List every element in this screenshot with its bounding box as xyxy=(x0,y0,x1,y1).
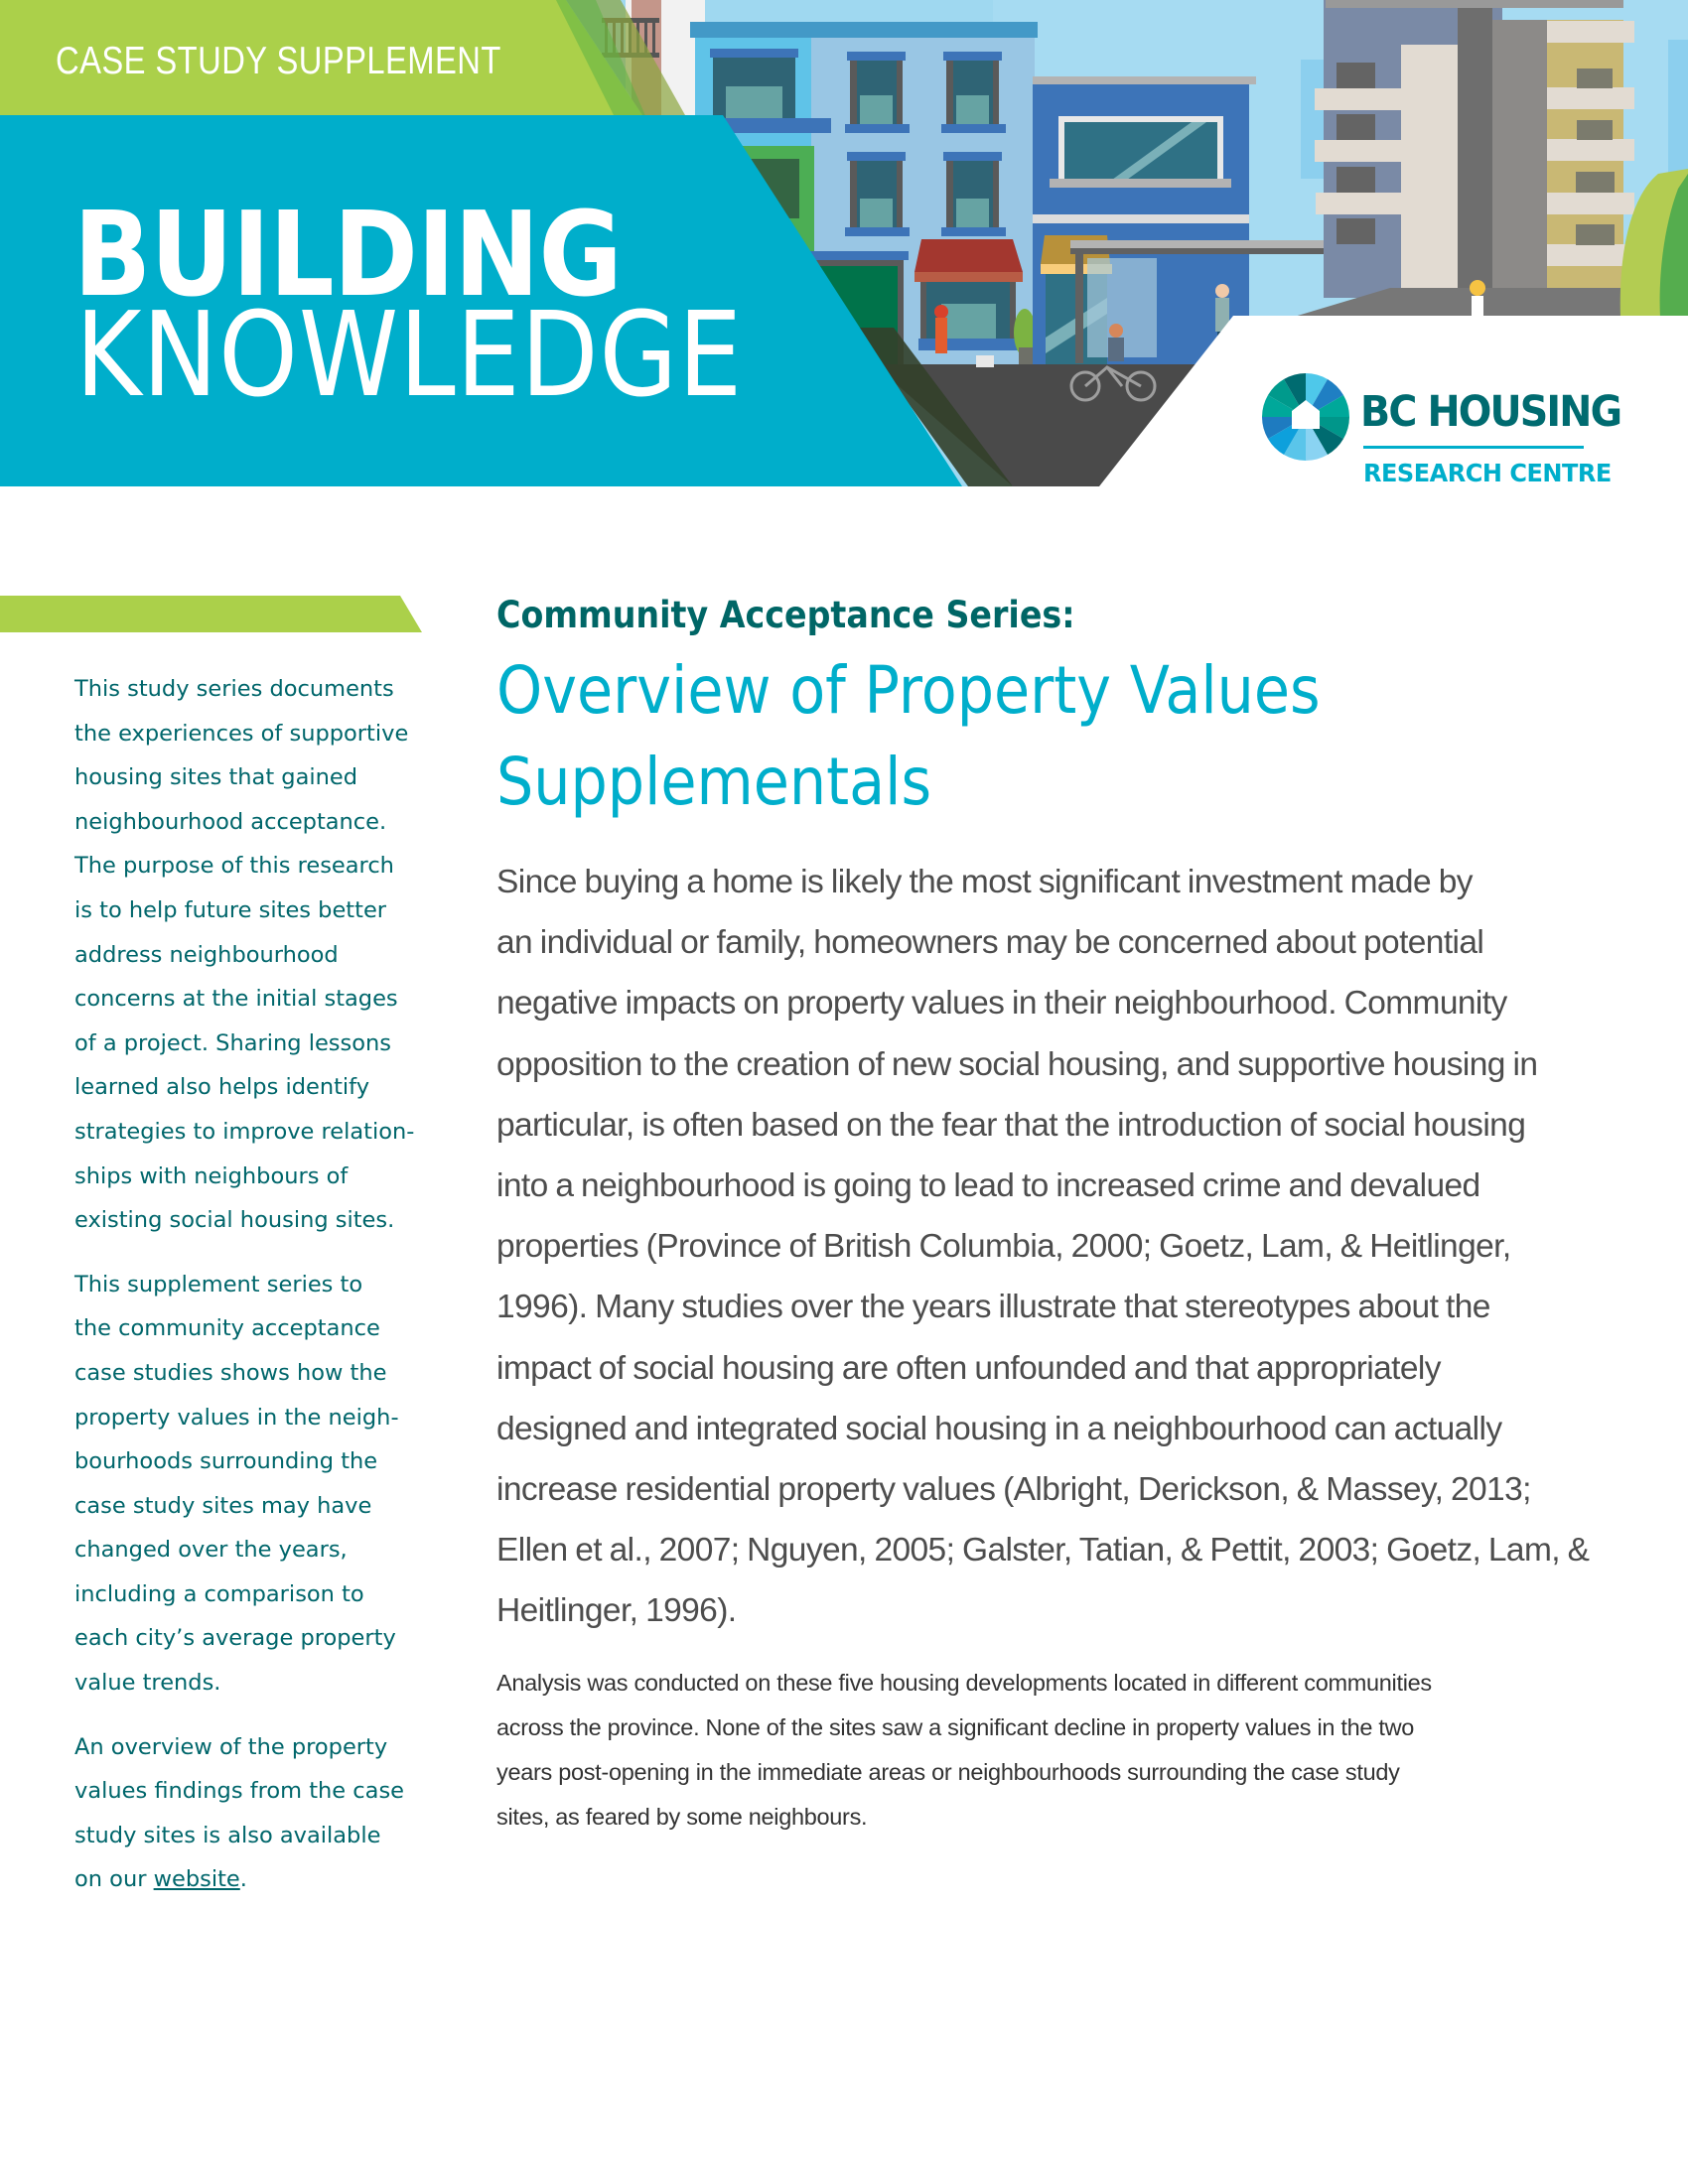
text-line: each city’s average property xyxy=(74,1625,396,1652)
text-line: An overview of the property xyxy=(74,1733,388,1760)
text-line: value trends. xyxy=(74,1670,221,1697)
text-line: sites, as feared by some neighbours. xyxy=(496,1804,868,1830)
text-line: across the province. None of the sites saw a significant decline in property values in the two xyxy=(496,1714,1415,1740)
text-line: neighbourhood acceptance. xyxy=(74,808,387,835)
text-line: This supplement series to xyxy=(74,1271,363,1297)
text-line: including a comparison to xyxy=(74,1580,364,1607)
bc-housing-logo[interactable] xyxy=(1261,367,1638,486)
text-line-suffix: . xyxy=(239,1866,247,1893)
sidebar-paragraph-2 xyxy=(74,1263,417,1706)
lead-paragraph xyxy=(496,852,1599,1642)
text-line: This study series documents xyxy=(74,676,394,702)
text-line: address neighbourhood xyxy=(74,941,339,968)
title-line-bold: BUILDING xyxy=(73,186,622,323)
text-line: Since buying a home is likely the most significant investment made by xyxy=(496,864,1473,900)
text-line: the community acceptance xyxy=(74,1315,380,1342)
sidebar-paragraph-3 xyxy=(74,1725,417,1902)
text-line: Analysis was conducted on these five housing developments located in different communities xyxy=(496,1670,1432,1696)
sidebar-intro xyxy=(74,667,417,1922)
text-line: The purpose of this research xyxy=(74,853,394,880)
text-line: particular, is often based on the fear that the introduction of social housing xyxy=(496,1106,1526,1144)
text-line: an individual or family, homeowners may be concerned about potential xyxy=(496,924,1484,962)
analysis-paragraph xyxy=(496,1661,1599,1840)
eyebrow-label: CASE STUDY SUPPLEMENT xyxy=(56,40,501,82)
house-in-circle-icon xyxy=(1261,372,1350,462)
text-line: changed over the years, xyxy=(74,1537,348,1564)
page-title-line-2: Supplementals xyxy=(496,744,932,820)
text-line: case study sites may have xyxy=(74,1492,372,1519)
website-link[interactable]: website xyxy=(153,1866,240,1893)
text-line: existing social housing sites. xyxy=(74,1207,395,1234)
text-line: concerns at the initial stages xyxy=(74,986,398,1013)
logo-divider xyxy=(1363,446,1584,449)
sidebar-accent-bar xyxy=(0,596,427,633)
series-label: Community Acceptance Series: xyxy=(496,594,1075,636)
text-line: ships with neighbours of xyxy=(74,1162,349,1189)
text-line: Heitlinger, 1996). xyxy=(496,1592,737,1630)
text-line: designed and integrated social housing in a neighbourhood can actually xyxy=(496,1410,1502,1447)
text-line: years post-opening in the immediate areas or neighbourhoods surrounding the case study xyxy=(496,1759,1400,1785)
logo-name: BC HOUSING xyxy=(1360,387,1621,437)
text-line: increase residential property values (Albright, Derickson, & Massey, 2013; xyxy=(496,1471,1531,1509)
text-line: opposition to the creation of new social housing, and supportive housing in xyxy=(496,1045,1538,1083)
page-title xyxy=(496,645,1513,828)
text-line: case studies shows how the xyxy=(74,1359,387,1386)
text-line-prefix: on our xyxy=(74,1866,154,1893)
text-line: the experiences of supportive xyxy=(74,720,409,747)
text-line: values findings from the case xyxy=(74,1778,405,1805)
sidebar-paragraph-1 xyxy=(74,667,417,1243)
text-line: is to help future sites better xyxy=(74,896,387,923)
text-line: impact of social housing are often unfounded and that appropriately xyxy=(496,1349,1441,1387)
text-line: Ellen et al., 2007; Nguyen, 2005; Galster, Tatian, & Pettit, 2003; Goetz, Lam, & xyxy=(496,1532,1590,1570)
page-title-line-1: Overview of Property Values xyxy=(496,652,1321,729)
title-line-light: KNOWLEDGE xyxy=(75,286,743,423)
text-line: properties (Province of British Columbia, 2000; Goetz, Lam, & Heitlinger, xyxy=(496,1228,1511,1266)
logo-subtitle: RESEARCH CENTRE xyxy=(1363,459,1612,486)
text-line: negative impacts on property values in their neighbourhood. Community xyxy=(496,985,1507,1023)
main-content xyxy=(496,592,1599,828)
text-line: study sites is also available xyxy=(74,1822,381,1848)
text-line: strategies to improve relation- xyxy=(74,1118,415,1145)
text-line: into a neighbourhood is going to lead to increased crime and devalued xyxy=(496,1167,1480,1205)
text-line: property values in the neigh- xyxy=(74,1404,399,1431)
text-line: learned also helps identify xyxy=(74,1074,370,1101)
text-line: bourhoods surrounding the xyxy=(74,1448,378,1475)
text-line: 1996). Many studies over the years illustrate that stereotypes about the xyxy=(496,1289,1490,1326)
text-line: of a project. Sharing lessons xyxy=(74,1029,391,1056)
header-banner xyxy=(0,0,1688,486)
text-line: housing sites that gained xyxy=(74,764,358,791)
